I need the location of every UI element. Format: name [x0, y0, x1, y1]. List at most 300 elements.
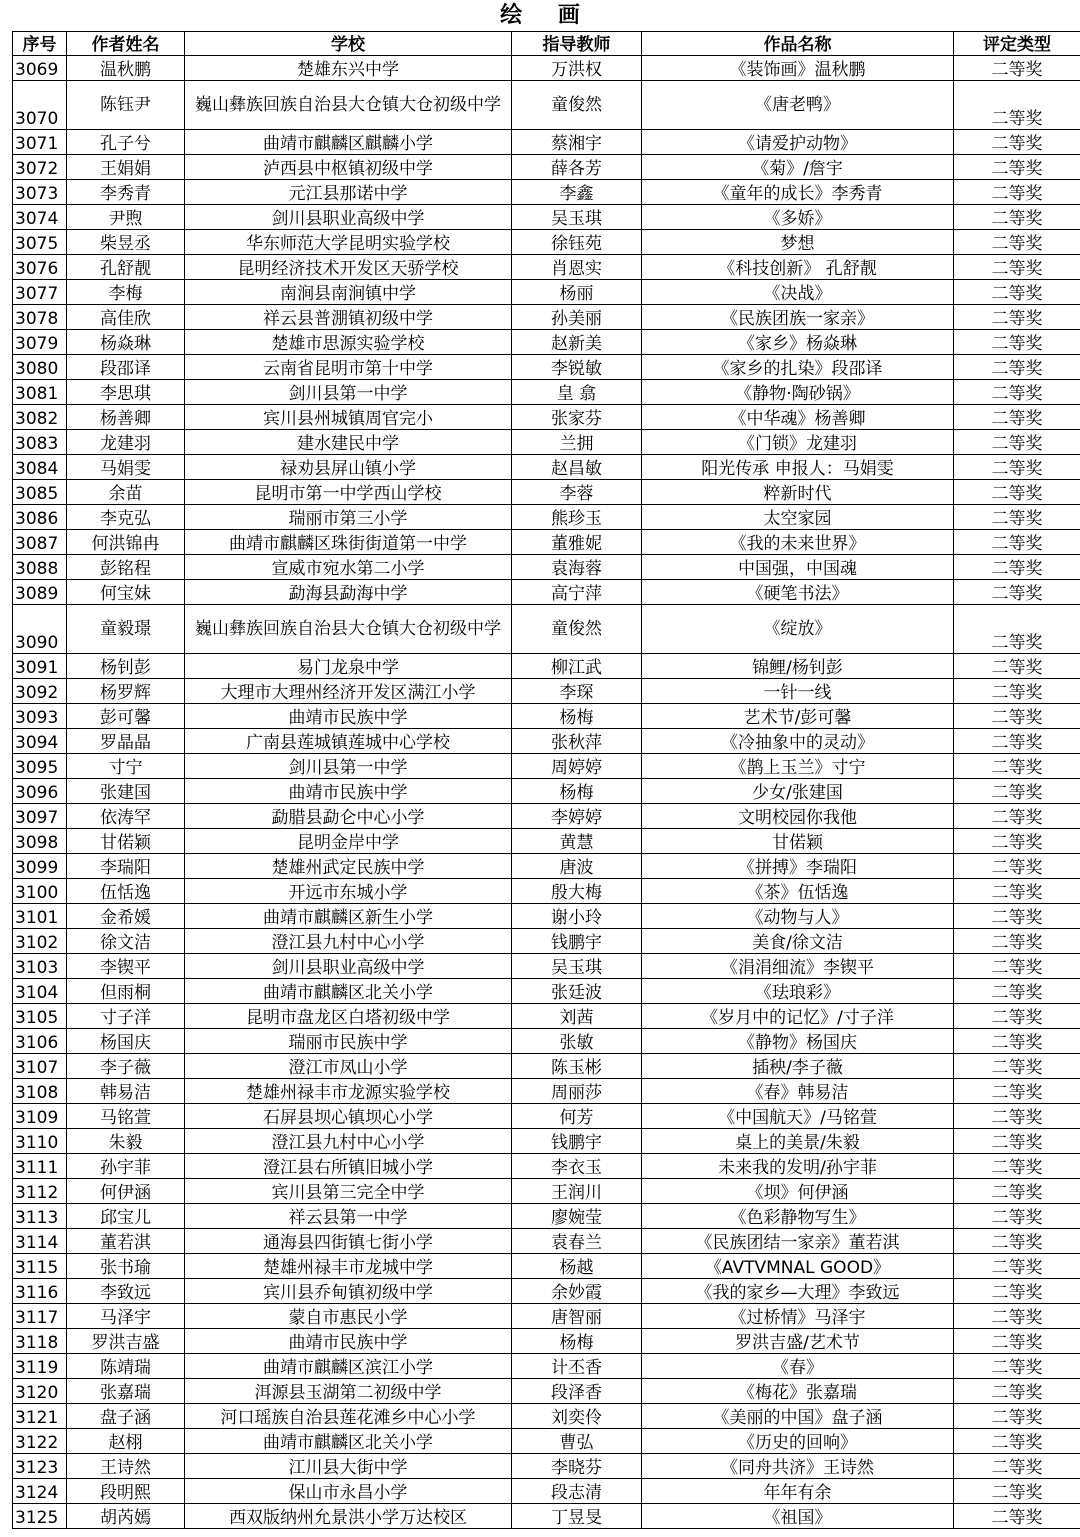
teacher-cell: 王润川	[512, 1179, 642, 1204]
award-cell: 二等奖	[954, 180, 1080, 205]
table-row	[13, 1504, 1080, 1529]
author-cell: 李思琪	[67, 380, 185, 405]
serial-cell: 3084	[13, 455, 67, 480]
teacher-cell: 高宁萍	[512, 580, 642, 605]
teacher-cell: 唐智丽	[512, 1304, 642, 1329]
author-cell: 李秀青	[67, 180, 185, 205]
page-title: 绘 画	[500, 3, 594, 28]
author-cell: 李克弘	[67, 505, 185, 530]
header-award: 评定类型	[954, 32, 1080, 56]
teacher-cell: 钱鹏宇	[512, 1129, 642, 1154]
school-cell: 剑川县第一中学	[185, 380, 512, 405]
serial-cell: 3098	[13, 829, 67, 854]
teacher-cell: 李琛	[512, 679, 642, 704]
award-cell: 二等奖	[954, 1279, 1080, 1304]
serial-cell: 3091	[13, 654, 67, 679]
award-cell: 二等奖	[954, 654, 1080, 679]
school-cell: 南涧县南涧镇中学	[185, 280, 512, 305]
author-cell: 李致远	[67, 1279, 185, 1304]
serial-cell: 3100	[13, 879, 67, 904]
serial-cell: 3111	[13, 1154, 67, 1179]
award-cell: 二等奖	[954, 1479, 1080, 1504]
work-title-cell: 甘偌颖	[642, 829, 954, 854]
serial-cell: 3125	[13, 1504, 67, 1529]
award-cell: 二等奖	[954, 280, 1080, 305]
author-cell: 寸子洋	[67, 1004, 185, 1029]
work-title-cell: 《鹊上玉兰》寸宁	[642, 754, 954, 779]
table-row	[13, 555, 1080, 580]
work-title-cell: 《珐琅彩》	[642, 979, 954, 1004]
work-title-cell: 《岁月中的记忆》/寸子洋	[642, 1004, 954, 1029]
work-title-cell: 《门锁》龙建羽	[642, 430, 954, 455]
table-row	[13, 854, 1080, 879]
work-title-cell: 桌上的美景/朱毅	[642, 1129, 954, 1154]
table-row	[13, 879, 1080, 904]
table-row	[13, 704, 1080, 729]
author-cell: 马娟雯	[67, 455, 185, 480]
school-cell: 楚雄东兴中学	[185, 56, 512, 81]
author-cell: 李子薇	[67, 1054, 185, 1079]
table-row	[13, 679, 1080, 704]
school-cell: 华东师范大学昆明实验学校	[185, 230, 512, 255]
school-cell: 勐腊县勐仑中心小学	[185, 804, 512, 829]
serial-cell: 3085	[13, 480, 67, 505]
author-cell: 高佳欣	[67, 305, 185, 330]
school-cell: 昆明市盘龙区白塔初级中学	[185, 1004, 512, 1029]
header-school: 学校	[185, 32, 512, 56]
author-cell: 李瑞阳	[67, 854, 185, 879]
teacher-cell: 余妙霞	[512, 1279, 642, 1304]
serial-cell: 3116	[13, 1279, 67, 1304]
serial-cell: 3070	[13, 81, 67, 130]
school-cell: 易门龙泉中学	[185, 654, 512, 679]
work-title-cell: 《家乡的扎染》段邵译	[642, 355, 954, 380]
author-cell: 伍恬逸	[67, 879, 185, 904]
school-cell: 宾川县第三完全中学	[185, 1179, 512, 1204]
award-cell: 二等奖	[954, 1179, 1080, 1204]
work-title-cell: 《AVTVMNAL GOOD》	[642, 1254, 954, 1279]
serial-cell: 3117	[13, 1304, 67, 1329]
table-row	[13, 205, 1080, 230]
award-cell: 二等奖	[954, 1029, 1080, 1054]
serial-cell: 3079	[13, 330, 67, 355]
school-cell: 瑞丽市第三小学	[185, 505, 512, 530]
award-cell: 二等奖	[954, 505, 1080, 530]
teacher-cell: 兰拥	[512, 430, 642, 455]
school-cell: 昆明市第一中学西山学校	[185, 480, 512, 505]
award-cell: 二等奖	[954, 1404, 1080, 1429]
teacher-cell: 段泽香	[512, 1379, 642, 1404]
table-row	[13, 130, 1080, 155]
author-cell: 余苗	[67, 480, 185, 505]
work-title-cell: 《菊》/詹宇	[642, 155, 954, 180]
author-cell: 尹煦	[67, 205, 185, 230]
work-title-cell: 《多娇》	[642, 205, 954, 230]
author-cell: 杨国庆	[67, 1029, 185, 1054]
serial-cell: 3113	[13, 1204, 67, 1229]
school-cell: 西双版纳州允景洪小学万达校区	[185, 1504, 512, 1529]
serial-cell: 3093	[13, 704, 67, 729]
serial-cell: 3108	[13, 1079, 67, 1104]
school-cell: 祥云县普淜镇初级中学	[185, 305, 512, 330]
serial-cell: 3104	[13, 979, 67, 1004]
teacher-cell: 吴玉琪	[512, 954, 642, 979]
table-row	[13, 1479, 1080, 1504]
award-cell: 二等奖	[954, 1004, 1080, 1029]
teacher-cell: 李鑫	[512, 180, 642, 205]
table-row	[13, 1254, 1080, 1279]
table-row	[13, 954, 1080, 979]
school-cell: 通海县四街镇七街小学	[185, 1229, 512, 1254]
author-cell: 孔子兮	[67, 130, 185, 155]
author-cell: 马铭萱	[67, 1104, 185, 1129]
serial-cell: 3096	[13, 779, 67, 804]
teacher-cell: 童俊然	[512, 81, 642, 130]
teacher-cell: 吴玉琪	[512, 205, 642, 230]
serial-cell: 3086	[13, 505, 67, 530]
award-cell: 二等奖	[954, 580, 1080, 605]
award-cell: 二等奖	[954, 1354, 1080, 1379]
work-title-cell: 美食/徐文洁	[642, 929, 954, 954]
teacher-cell: 张秋萍	[512, 729, 642, 754]
author-cell: 杨善卿	[67, 405, 185, 430]
table-row	[13, 779, 1080, 804]
table-row	[13, 155, 1080, 180]
school-cell: 曲靖市麒麟区北关小学	[185, 1429, 512, 1454]
teacher-cell: 孙美丽	[512, 305, 642, 330]
author-cell: 孔舒靓	[67, 255, 185, 280]
table-row	[13, 1354, 1080, 1379]
serial-cell: 3090	[13, 605, 67, 654]
author-cell: 赵栩	[67, 1429, 185, 1454]
award-cell: 二等奖	[954, 605, 1080, 654]
serial-cell: 3088	[13, 555, 67, 580]
school-cell: 广南县莲城镇莲城中心学校	[185, 729, 512, 754]
table-row	[13, 230, 1080, 255]
serial-cell: 3114	[13, 1229, 67, 1254]
award-cell: 二等奖	[954, 904, 1080, 929]
table-row	[13, 1229, 1080, 1254]
school-cell: 曲靖市民族中学	[185, 1329, 512, 1354]
work-title-cell: 《色彩静物写生》	[642, 1204, 954, 1229]
school-cell: 曲靖市麒麟区新生小学	[185, 904, 512, 929]
table-row	[13, 305, 1080, 330]
work-title-cell: 插秧/李子薇	[642, 1054, 954, 1079]
author-cell: 胡芮嫣	[67, 1504, 185, 1529]
author-cell: 邱宝儿	[67, 1204, 185, 1229]
school-cell: 蒙自市惠民小学	[185, 1304, 512, 1329]
author-cell: 杨焱琳	[67, 330, 185, 355]
teacher-cell: 唐波	[512, 854, 642, 879]
table-row	[13, 505, 1080, 530]
school-cell: 澄江县右所镇旧城小学	[185, 1154, 512, 1179]
header-work-title: 作品名称	[642, 32, 954, 56]
school-cell: 大理市大理州经济开发区满江小学	[185, 679, 512, 704]
award-cell: 二等奖	[954, 255, 1080, 280]
school-cell: 宾川县州城镇周官完小	[185, 405, 512, 430]
author-cell: 李锲平	[67, 954, 185, 979]
teacher-cell: 李锐敏	[512, 355, 642, 380]
serial-cell: 3089	[13, 580, 67, 605]
table-row	[13, 754, 1080, 779]
award-cell: 二等奖	[954, 1054, 1080, 1079]
author-cell: 何宝妹	[67, 580, 185, 605]
award-cell: 二等奖	[954, 480, 1080, 505]
teacher-cell: 陈玉彬	[512, 1054, 642, 1079]
teacher-cell: 李婷婷	[512, 804, 642, 829]
table-row	[13, 1129, 1080, 1154]
table-row	[13, 1404, 1080, 1429]
serial-cell: 3122	[13, 1429, 67, 1454]
award-cell: 二等奖	[954, 1104, 1080, 1129]
teacher-cell: 李衣玉	[512, 1154, 642, 1179]
work-title-cell: 《美丽的中国》盘子涵	[642, 1404, 954, 1429]
table-row	[13, 1104, 1080, 1129]
work-title-cell: 《我的家乡—大理》李致远	[642, 1279, 954, 1304]
serial-cell: 3073	[13, 180, 67, 205]
work-title-cell: 文明校园你我他	[642, 804, 954, 829]
teacher-cell: 张廷波	[512, 979, 642, 1004]
serial-cell: 3120	[13, 1379, 67, 1404]
school-cell: 江川县大街中学	[185, 1454, 512, 1479]
teacher-cell: 童俊然	[512, 605, 642, 654]
serial-cell: 3119	[13, 1354, 67, 1379]
author-cell: 彭铭程	[67, 555, 185, 580]
work-title-cell: 《春》	[642, 1354, 954, 1379]
school-cell: 瑞丽市民族中学	[185, 1029, 512, 1054]
school-cell: 澄江县九村中心小学	[185, 1129, 512, 1154]
work-title-cell: 《装饰画》温秋鹏	[642, 56, 954, 81]
table-row	[13, 904, 1080, 929]
serial-cell: 3087	[13, 530, 67, 555]
work-title-cell: 少女/张建国	[642, 779, 954, 804]
serial-cell: 3078	[13, 305, 67, 330]
work-title-cell: 《静物》杨国庆	[642, 1029, 954, 1054]
school-cell: 云南省昆明市第十中学	[185, 355, 512, 380]
author-cell: 王诗然	[67, 1454, 185, 1479]
teacher-cell: 殷大梅	[512, 879, 642, 904]
table-row	[13, 829, 1080, 854]
table-row	[13, 605, 1080, 654]
school-cell: 曲靖市麒麟区北关小学	[185, 979, 512, 1004]
school-cell: 剑川县职业高级中学	[185, 205, 512, 230]
teacher-cell: 袁春兰	[512, 1229, 642, 1254]
author-cell: 张书瑜	[67, 1254, 185, 1279]
work-title-cell: 粹新时代	[642, 480, 954, 505]
teacher-cell: 皇 翕	[512, 380, 642, 405]
author-cell: 陈靖瑞	[67, 1354, 185, 1379]
author-cell: 温秋鹏	[67, 56, 185, 81]
school-cell: 澄江市凤山小学	[185, 1054, 512, 1079]
award-cell: 二等奖	[954, 230, 1080, 255]
table-row	[13, 280, 1080, 305]
serial-cell: 3106	[13, 1029, 67, 1054]
serial-cell: 3069	[13, 56, 67, 81]
table-row	[13, 56, 1080, 81]
table-row	[13, 1154, 1080, 1179]
teacher-cell: 钱鹏宇	[512, 929, 642, 954]
header-author: 作者姓名	[67, 32, 185, 56]
teacher-cell: 李蓉	[512, 480, 642, 505]
award-cell: 二等奖	[954, 1229, 1080, 1254]
table-row	[13, 1004, 1080, 1029]
award-cell: 二等奖	[954, 155, 1080, 180]
award-cell: 二等奖	[954, 754, 1080, 779]
serial-cell: 3103	[13, 954, 67, 979]
table-row	[13, 1429, 1080, 1454]
teacher-cell: 薛各芳	[512, 155, 642, 180]
author-cell: 寸宁	[67, 754, 185, 779]
teacher-cell: 黄慧	[512, 829, 642, 854]
table-row	[13, 355, 1080, 380]
table-row	[13, 1454, 1080, 1479]
teacher-cell: 李晓芬	[512, 1454, 642, 1479]
award-cell: 二等奖	[954, 954, 1080, 979]
table-row	[13, 929, 1080, 954]
header-serial: 序号	[13, 32, 67, 56]
work-title-cell: 梦想	[642, 230, 954, 255]
school-cell: 澄江县九村中心小学	[185, 929, 512, 954]
award-cell: 二等奖	[954, 729, 1080, 754]
table-row	[13, 1204, 1080, 1229]
teacher-cell: 何芳	[512, 1104, 642, 1129]
award-cell: 二等奖	[954, 929, 1080, 954]
table-row	[13, 380, 1080, 405]
serial-cell: 3110	[13, 1129, 67, 1154]
teacher-cell: 周丽莎	[512, 1079, 642, 1104]
author-cell: 杨罗辉	[67, 679, 185, 704]
work-title-cell: 《硬笔书法》	[642, 580, 954, 605]
award-table	[12, 31, 1080, 1529]
work-title-cell: 罗洪吉盛/艺术节	[642, 1329, 954, 1354]
serial-cell: 3097	[13, 804, 67, 829]
serial-cell: 3083	[13, 430, 67, 455]
table-row	[13, 654, 1080, 679]
award-cell: 二等奖	[954, 1379, 1080, 1404]
author-cell: 朱毅	[67, 1129, 185, 1154]
author-cell: 王娟娟	[67, 155, 185, 180]
teacher-cell: 柳江武	[512, 654, 642, 679]
serial-cell: 3074	[13, 205, 67, 230]
teacher-cell: 张敏	[512, 1029, 642, 1054]
teacher-cell: 刘茜	[512, 1004, 642, 1029]
award-cell: 二等奖	[954, 305, 1080, 330]
serial-cell: 3123	[13, 1454, 67, 1479]
school-cell: 开远市东城小学	[185, 879, 512, 904]
header-row	[13, 32, 1080, 56]
award-cell: 二等奖	[954, 854, 1080, 879]
serial-cell: 3124	[13, 1479, 67, 1504]
serial-cell: 3105	[13, 1004, 67, 1029]
table-row	[13, 979, 1080, 1004]
award-cell: 二等奖	[954, 130, 1080, 155]
award-cell: 二等奖	[954, 330, 1080, 355]
award-cell: 二等奖	[954, 804, 1080, 829]
work-title-cell: 《童年的成长》李秀青	[642, 180, 954, 205]
school-cell: 元江县那诺中学	[185, 180, 512, 205]
author-cell: 但雨桐	[67, 979, 185, 1004]
serial-cell: 3094	[13, 729, 67, 754]
work-title-cell: 《科技创新》 孔舒靓	[642, 255, 954, 280]
work-title-cell: 太空家园	[642, 505, 954, 530]
school-cell: 宣威市宛水第二小学	[185, 555, 512, 580]
work-title-cell: 《中国航天》/马铭萱	[642, 1104, 954, 1129]
school-cell: 昆明金岸中学	[185, 829, 512, 854]
school-cell: 曲靖市麒麟区滨江小学	[185, 1354, 512, 1379]
school-cell: 楚雄州禄丰市龙城中学	[185, 1254, 512, 1279]
serial-cell: 3101	[13, 904, 67, 929]
serial-cell: 3077	[13, 280, 67, 305]
serial-cell: 3107	[13, 1054, 67, 1079]
award-cell: 二等奖	[954, 56, 1080, 81]
author-cell: 金希媛	[67, 904, 185, 929]
table-row	[13, 804, 1080, 829]
award-cell: 二等奖	[954, 829, 1080, 854]
award-cell: 二等奖	[954, 430, 1080, 455]
work-title-cell: 《涓涓细流》李锲平	[642, 954, 954, 979]
table-row	[13, 729, 1080, 754]
work-title-cell: 阳光传承 申报人：马娟雯	[642, 455, 954, 480]
work-title-cell: 《春》韩易洁	[642, 1079, 954, 1104]
table-row	[13, 1179, 1080, 1204]
work-title-cell: 《祖国》	[642, 1504, 954, 1529]
table-row	[13, 430, 1080, 455]
award-cell: 二等奖	[954, 1254, 1080, 1279]
table-row	[13, 455, 1080, 480]
teacher-cell: 杨丽	[512, 280, 642, 305]
school-cell: 勐海县勐海中学	[185, 580, 512, 605]
teacher-cell: 杨梅	[512, 704, 642, 729]
work-title-cell: 《家乡》杨焱琳	[642, 330, 954, 355]
serial-cell: 3075	[13, 230, 67, 255]
serial-cell: 3095	[13, 754, 67, 779]
school-cell: 石屏县坝心镇坝心小学	[185, 1104, 512, 1129]
author-cell: 陈钰尹	[67, 81, 185, 130]
teacher-cell: 杨梅	[512, 779, 642, 804]
author-cell: 何洪锦冉	[67, 530, 185, 555]
school-cell: 曲靖市民族中学	[185, 704, 512, 729]
award-cell: 二等奖	[954, 979, 1080, 1004]
work-title-cell: 一针一线	[642, 679, 954, 704]
author-cell: 彭可馨	[67, 704, 185, 729]
teacher-cell: 董雅妮	[512, 530, 642, 555]
teacher-cell: 袁海蓉	[512, 555, 642, 580]
award-cell: 二等奖	[954, 879, 1080, 904]
table-body	[13, 56, 1080, 1529]
table-row	[13, 580, 1080, 605]
school-cell: 宾川县乔甸镇初级中学	[185, 1279, 512, 1304]
serial-cell: 3115	[13, 1254, 67, 1279]
author-cell: 段明熙	[67, 1479, 185, 1504]
serial-cell: 3109	[13, 1104, 67, 1129]
award-cell: 二等奖	[954, 355, 1080, 380]
award-cell: 二等奖	[954, 1129, 1080, 1154]
work-title-cell: 艺术节/彭可馨	[642, 704, 954, 729]
work-title-cell: 《梅花》张嘉瑞	[642, 1379, 954, 1404]
table-row	[13, 180, 1080, 205]
serial-cell: 3102	[13, 929, 67, 954]
work-title-cell: 《动物与人》	[642, 904, 954, 929]
table-row	[13, 330, 1080, 355]
work-title-cell: 《拼搏》李瑞阳	[642, 854, 954, 879]
school-cell: 巍山彝族回族自治县大仓镇大仓初级中学	[185, 81, 512, 130]
award-cell: 二等奖	[954, 1329, 1080, 1354]
table-row	[13, 1304, 1080, 1329]
serial-cell: 3071	[13, 130, 67, 155]
teacher-cell: 杨梅	[512, 1329, 642, 1354]
award-cell: 二等奖	[954, 205, 1080, 230]
work-title-cell: 《民族团族一家亲》	[642, 305, 954, 330]
